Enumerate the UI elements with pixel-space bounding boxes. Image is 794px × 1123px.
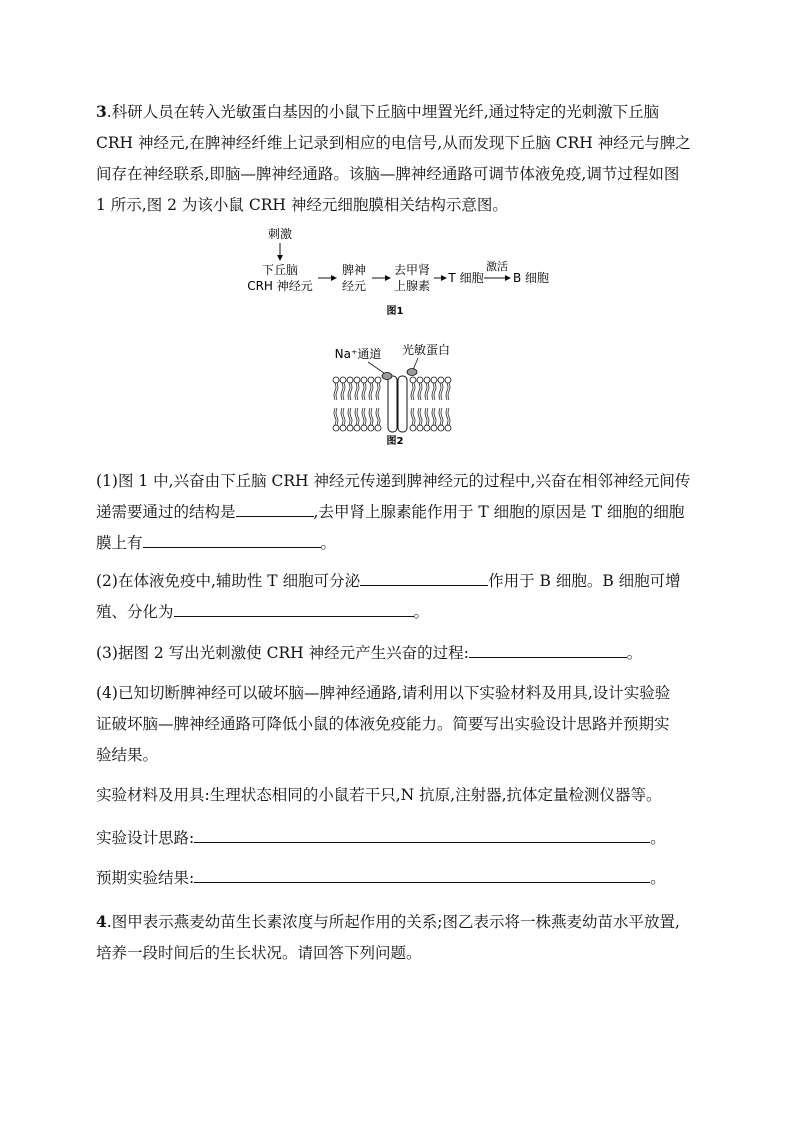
lipid-tail [364,408,366,425]
sub1-line-3b: 。 [320,534,337,552]
lipid-tail [432,383,434,400]
lipid-head [424,425,430,431]
materials-line [96,780,696,811]
lipid-head [361,377,367,383]
answer-blank-cytokine[interactable] [360,568,488,586]
lipid-tail [371,383,373,400]
lipid-head [333,377,339,383]
lipid-tail [362,383,364,400]
design-end: 。 [650,829,666,847]
lipid-tail [432,408,434,425]
lipid-head [347,377,353,383]
lipid-tail [427,383,429,400]
lipid-tail [411,408,413,425]
stimulus-label: 刺激 [267,227,293,241]
lipid-tail [369,383,371,400]
node-spleen-line1: 脾神 [341,263,367,277]
lipid-tail [334,408,336,425]
node-norepinephrine-line2: 上腺素 [393,279,431,293]
lipid-head [340,377,346,383]
figure-2-membrane [330,340,460,448]
sub4-line-1: (4)已知切断脾神经可以破坏脑—脾神经通路,请利用以下实验材料及用具,设计实验验 [96,684,671,702]
photosensitive-protein-label: 光敏蛋白 [401,343,451,357]
lipid-head [368,377,374,383]
lipid-head [361,425,367,431]
answer-blank-excitation-process[interactable] [469,640,627,658]
question-number: 4 [96,912,107,931]
lipid-head [333,425,339,431]
intro-line-4: 1 所示,图 2 为该小鼠 CRH 神经元细胞膜相关结构示意图。 [96,196,508,214]
lipid-tail [434,408,436,425]
answer-blank-design[interactable] [194,825,650,843]
lipid-tail [357,383,359,400]
lipid-tail [420,408,422,425]
lipid-tail [336,408,338,425]
lipid-tail [413,383,415,400]
lipid-tail [341,408,343,425]
answer-blank-result[interactable] [194,865,650,883]
lipid-tail [334,383,336,400]
channel-subunit-left [388,376,397,432]
lipid-tail [348,408,350,425]
lipid-tail [418,408,420,425]
lipid-head [417,377,423,383]
materials-text: 实验材料及用具:生理状态相同的小鼠若干只,N 抗原,注射器,抗体定量检测仪器等。 [96,786,662,804]
lipid-tail [376,408,378,425]
lipid-tail [336,383,338,400]
lipid-head [375,425,381,431]
node-b-cell: B 细胞 [512,271,550,285]
subquestion-2 [96,566,696,628]
sub3-line-1b: 。 [626,644,643,662]
subquestion-1 [96,466,696,559]
q4-line-2: 培养一段时间后的生长状况。请回答下列问题。 [96,944,422,962]
lipid-tail [369,408,371,425]
protein-pointer [413,358,418,370]
sub2-line-1b: 作用于 B 细胞。B 细胞可增 [488,572,681,590]
sub4-line-2: 证破坏脑—脾神经通路可降低小鼠的体液免疫能力。简要写出实验设计思路并预期实 [96,715,670,733]
lipid-tail [357,408,359,425]
channel-pointer [368,362,384,373]
lipid-head [340,425,346,431]
figure-1-pathway [240,218,560,320]
channel-subunit-right [398,376,407,432]
lipid-tail [411,383,413,400]
lipid-tail [413,408,415,425]
sub1-line-2a: 递需要通过的结构是 [96,503,236,521]
lipid-tail [448,408,450,425]
sub1-line-2b: ,去甲肾上腺素能作用于 T 细胞的原因是 T 细胞的细胞 [313,503,685,521]
lipid-tail [448,383,450,400]
node-spleen-line2: 经元 [341,279,367,293]
sub3-line-1a: (3)据图 2 写出光刺激使 CRH 神经元产生兴奋的过程: [96,644,469,662]
result-line [96,863,696,894]
subquestion-3 [96,638,696,669]
lipid-tail [441,383,443,400]
lipid-tail [355,383,357,400]
channel-gate [382,373,392,380]
lipid-head [375,377,381,383]
lipid-head [438,377,444,383]
node-hypothalamus-line1: 下丘脑 [261,263,299,277]
lipid-tail [439,408,441,425]
lipid-head [431,425,437,431]
lipid-tail [418,383,420,400]
lipid-head [445,377,451,383]
sub2-line-2b: 。 [413,603,430,621]
lipid-tail [371,408,373,425]
lipid-head [368,425,374,431]
result-end: 。 [650,869,666,887]
lipid-tail [441,408,443,425]
lipid-head [354,425,360,431]
lipid-head [431,377,437,383]
lipid-tail [343,408,345,425]
answer-blank-differentiation[interactable] [174,599,414,617]
subquestion-4 [96,678,696,771]
lipid-tail [362,408,364,425]
question-number: 3 [96,102,107,121]
lipid-tail [427,408,429,425]
lipid-tail [446,383,448,400]
lipid-tail [343,383,345,400]
figure-2-caption: 图2 [386,436,404,447]
lipid-tail [364,383,366,400]
lipid-head [438,425,444,431]
intro-line-1: .科研人员在转入光敏蛋白基因的小鼠下丘脑中埋置光纤,通过特定的光刺激下丘脑 [106,103,660,121]
lipid-head [445,425,451,431]
lipid-tail [350,383,352,400]
activate-label: 激活 [486,260,508,273]
q4-line-1: .图甲表示燕麦幼苗生长素浓度与所起作用的关系;图乙表示将一株燕麦幼苗水平放置, [106,913,680,931]
lipid-tail [446,408,448,425]
sub4-line-3: 验结果。 [96,746,159,764]
node-t-cell: T 细胞 [448,271,484,285]
intro-line-2: CRH 神经元,在脾神经纤维上记录到相应的电信号,从而发现下丘脑 CRH 神经元与脾之 [96,134,691,152]
lipid-head [410,425,416,431]
lipid-tail [425,408,427,425]
lipid-tail [425,383,427,400]
question-4-intro [96,906,696,969]
lipid-tail [378,383,380,400]
intro-line-3: 间存在神经联系,即脑—脾神经通路。该脑—脾神经通路可调节体液免疫,调节过程如图 [96,165,680,183]
lipid-tail [350,408,352,425]
figure-1-caption: 图1 [386,306,404,317]
node-norepinephrine-line1: 去甲肾 [393,263,431,277]
design-line [96,823,696,854]
lipid-tail [355,408,357,425]
question-3-intro [96,96,696,221]
answer-blank-receptor[interactable] [143,530,321,548]
result-label: 预期实验结果: [96,869,195,887]
sub2-line-2a: 殖、分化为 [96,603,174,621]
answer-blank-synapse[interactable] [236,499,314,517]
lipid-tail [348,383,350,400]
lipid-head [354,377,360,383]
lipid-head [347,425,353,431]
design-label: 实验设计思路: [96,829,195,847]
lipid-head [410,377,416,383]
lipid-tail [439,383,441,400]
lipid-tail [341,383,343,400]
sub1-line-1: (1)图 1 中,兴奋由下丘脑 CRH 神经元传递到脾神经元的过程中,兴奋在相邻神经元间传 [96,472,691,490]
na-channel-label: Na⁺通道 [334,347,382,361]
lipid-tail [434,383,436,400]
lipid-tail [420,383,422,400]
sub1-line-3a: 膜上有 [96,534,143,552]
lipid-head [417,425,423,431]
lipid-head [424,377,430,383]
photosensitive-protein [407,369,417,376]
lipid-tail [376,383,378,400]
sub2-line-1a: (2)在体液免疫中,辅助性 T 细胞可分泌 [96,572,361,590]
node-hypothalamus-line2: CRH 神经元 [247,279,313,293]
lipid-tail [378,408,380,425]
